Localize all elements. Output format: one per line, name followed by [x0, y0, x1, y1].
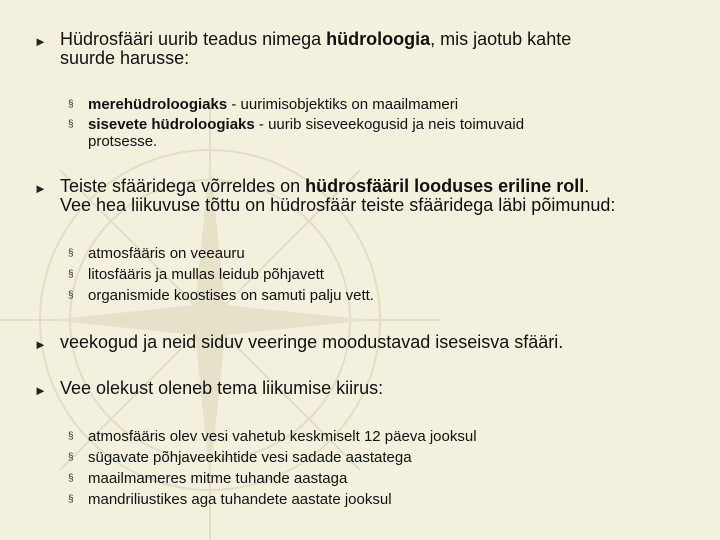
sub-bullet-icon: § — [68, 99, 74, 110]
sub-item: sisevete hüdroloogiaks - uurib siseveekogusid ja neis toimuvaid protsesse. — [88, 116, 525, 150]
sub-item: merehüdroloogiaks - uurimisobjektiks on maailmameri — [88, 96, 459, 113]
bullet-icon: ► — [34, 383, 47, 398]
sub-item: atmosfääris olev vesi vahetub keskmiselt 12 päeva jooksul — [88, 428, 477, 445]
sub-bullet-icon: § — [68, 473, 74, 484]
sub-bullet-icon: § — [68, 269, 74, 280]
paragraph-2 — [60, 177, 700, 215]
sub-bullet-icon: § — [68, 431, 74, 442]
sub-item: sügavate põhjaveekihtide vesi sadade aastatega — [88, 449, 412, 466]
sub-bullet-icon: § — [68, 452, 74, 463]
sub-item: organismide koostises on samuti palju vett. — [88, 287, 374, 304]
sub-item: maailmameres mitme tuhande aastaga — [88, 470, 348, 487]
paragraph-1 — [60, 30, 700, 68]
sub-item: litosfääris ja mullas leidub põhjavett — [88, 266, 324, 283]
sub-bullet-icon: § — [68, 290, 74, 301]
sub-bullet-icon: § — [68, 494, 74, 505]
bullet-icon: ► — [34, 34, 47, 49]
bullet-icon: ► — [34, 181, 47, 196]
paragraph-4: Vee olekust oleneb tema liikumise kiirus: — [60, 378, 384, 398]
sub-item: mandriliustikes aga tuhandete aastate jooksul — [88, 491, 392, 508]
sub-bullet-icon: § — [68, 119, 74, 130]
bullet-icon: ► — [34, 337, 47, 352]
paragraph-1-line-2: suurde harusse: — [60, 48, 190, 68]
paragraph-3: veekogud ja neid siduv veeringe moodustavad iseseisva sfääri. — [60, 332, 564, 352]
sub-bullet-icon: § — [68, 248, 74, 259]
paragraph-1-line-1: Hüdrosfääri uurib teadus nimega hüdroloogia, mis jaotub kahte — [60, 29, 572, 49]
sub-item: atmosfääris on veeauru — [88, 245, 245, 262]
paragraph-2-line-2: Vee hea liikuvuse tõttu on hüdrosfäär teiste sfääridega läbi põimunud: — [60, 195, 616, 215]
paragraph-2-line-1: Teiste sfääridega võrreldes on hüdrosfääril looduses eriline roll. — [60, 176, 590, 196]
